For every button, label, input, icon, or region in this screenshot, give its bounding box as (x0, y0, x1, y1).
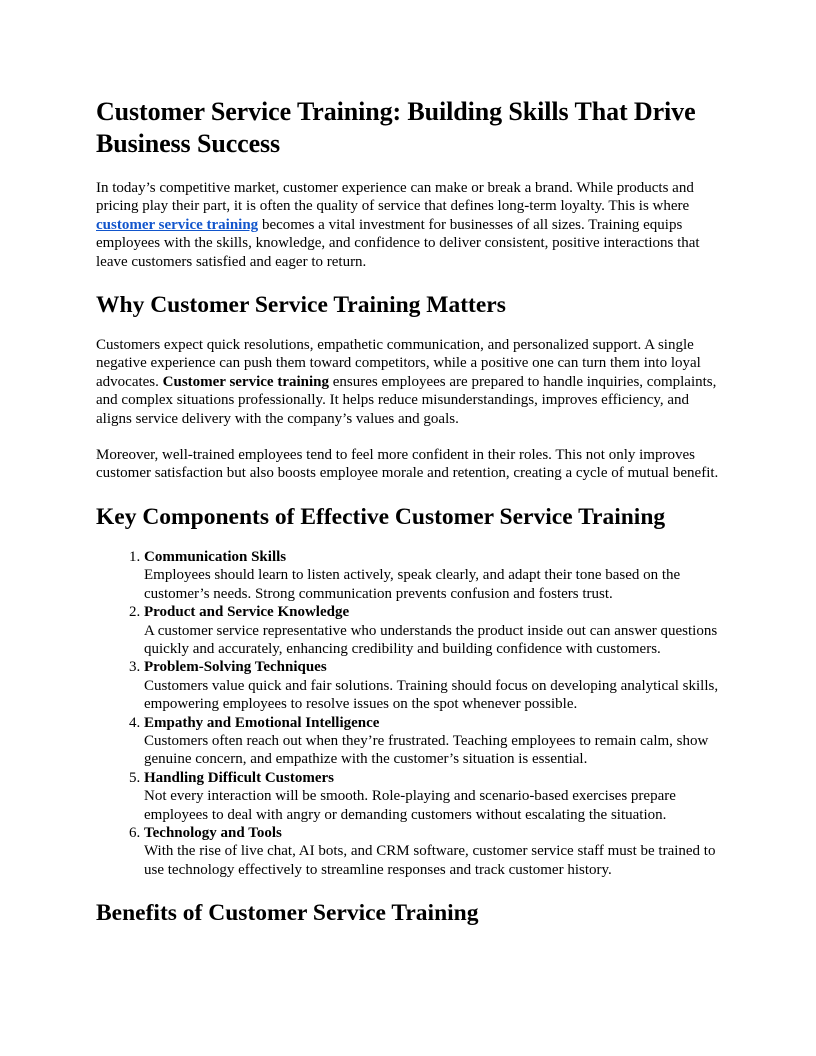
section-heading-benefits: Benefits of Customer Service Training (96, 900, 479, 927)
list-item-title: 5. Handling Difficult Customers (144, 769, 335, 786)
list-item-title: 1. Communication Skills (144, 548, 287, 565)
customer-service-training-link[interactable]: customer service training (96, 216, 259, 233)
intro-text-before-link: In today’s competitive market, customer experience can make or break a brand. While products and pricing play their part, it is often the quality of service that defines long-term loyalty. This is where (96, 180, 694, 215)
page-title: Customer Service Training: Building Skills That Drive Business Success (96, 97, 696, 158)
list-item-description: With the rise of live chat, AI bots, and CRM software, customer service staff must be trained to use technology effectively to streamline responses and track customer history. (144, 843, 716, 878)
list-item (144, 658, 720, 713)
key-components-list (96, 548, 720, 879)
list-item (144, 603, 720, 658)
list-item-description: Employees should learn to listen actively, speak clearly, and adapt their tone based on the customer’s needs. Strong communication prevents confusion and fosters trust. (144, 567, 681, 602)
why-matters-bold-phrase: Customer service training (162, 373, 329, 390)
list-item-description: Not every interaction will be smooth. Role-playing and scenario-based exercises prepare employees to deal with angry or demanding customers without escalating the situation. (144, 788, 676, 823)
intro-paragraph (96, 179, 720, 271)
list-item (144, 769, 720, 824)
list-item-description: A customer service representative who understands the product inside out can answer questions quickly and accurately, enhancing credibility and building confidence with customers. (144, 622, 718, 657)
intro-text-after-link: becomes a vital investment for businesses of all sizes. Training equips employees with the skills, knowledge, and confidence to deliver consistent, positive interactions that leave customers satisfied and eager to return. (96, 216, 700, 270)
why-matters-paragraph-2: Moreover, well-trained employees tend to feel more confident in their roles. This not only improves customer satisfaction but also boosts employee morale and retention, creating a cycle of mutual benefit. (96, 447, 719, 482)
why-matters-paragraph-1 (96, 336, 720, 428)
list-item-description: Customers often reach out when they’re frustrated. Teaching employees to remain calm, show genuine concern, and empathize with the customer’s situation is essential. (144, 732, 709, 768)
list-item-title: 4. Empathy and Emotional Intelligence (144, 714, 380, 731)
list-item (144, 714, 720, 769)
why-matters-text-after-bold: ensures employees are prepared to handle inquiries, complaints, and complex situations professionally. It helps reduce misunderstandings, improves efficiency, and aligns service delivery with the company’s values and goals. (96, 373, 717, 427)
section-heading-key-components: Key Components of Effective Customer Service Training (96, 503, 666, 530)
list-item-title: 6. Technology and Tools (144, 824, 282, 841)
list-item-description: Customers value quick and fair solutions. Training should focus on developing analytical skills, empowering employees to resolve issues on the spot whenever possible. (144, 677, 719, 713)
list-item (144, 824, 720, 879)
list-item-title: 2. Product and Service Knowledge (144, 604, 350, 621)
section-heading-why-matters: Why Customer Service Training Matters (96, 292, 506, 319)
list-item (144, 548, 720, 603)
why-matters-text-before-bold: Customers expect quick resolutions, empathetic communication, and personalized support. A single negative experience can push them toward competitors, while a positive one can turn them into loyal advocates. (96, 337, 701, 390)
list-item-title: 3. Problem-Solving Techniques (144, 659, 327, 676)
